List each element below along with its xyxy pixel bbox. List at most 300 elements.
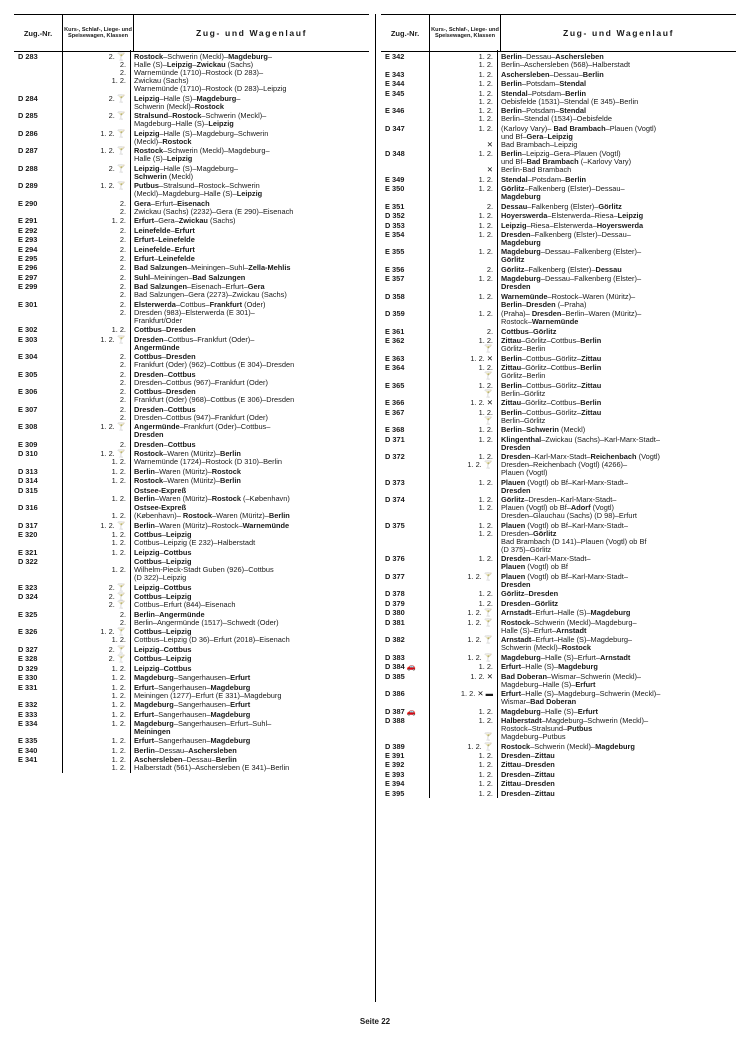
class-line: 1. 2. bbox=[111, 682, 126, 692]
terminal-station: Cottbus bbox=[167, 404, 196, 414]
class-line: 🍸 bbox=[483, 388, 493, 398]
train-row bbox=[381, 201, 736, 210]
route-text: – bbox=[161, 557, 167, 567]
route bbox=[130, 477, 369, 485]
terminal-station: Zittau bbox=[581, 353, 602, 363]
route-text: – bbox=[521, 779, 526, 789]
train-row bbox=[14, 548, 369, 557]
route-text: – bbox=[524, 589, 529, 599]
route-text: –Waren (Müritz)– bbox=[154, 466, 212, 476]
terminal-station: Magdeburg bbox=[196, 93, 237, 103]
class-line: 1. 2. ✕ bbox=[470, 398, 493, 408]
class-line: 🍸 bbox=[483, 371, 493, 381]
class-info bbox=[429, 573, 497, 589]
route-line bbox=[501, 426, 736, 434]
route-text: –Dessau–Falkenberg (Elster)– bbox=[540, 274, 642, 284]
route-text: Plauen (Vogtl) bbox=[501, 468, 548, 478]
route bbox=[130, 264, 369, 272]
route-text: (D 322)–Leipzig bbox=[134, 573, 187, 583]
train-row bbox=[14, 52, 369, 93]
train-number: E 305 bbox=[18, 369, 38, 379]
route bbox=[497, 790, 736, 798]
route bbox=[497, 107, 736, 123]
route bbox=[497, 212, 736, 220]
train-number: E 355 bbox=[385, 247, 405, 257]
route-text: – bbox=[530, 598, 535, 608]
class-info bbox=[62, 558, 130, 582]
route bbox=[130, 720, 369, 736]
terminal-station: Cottbus bbox=[134, 654, 162, 664]
route bbox=[497, 185, 736, 201]
train-number: E 362 bbox=[385, 336, 405, 346]
route-text: (Meckl)–Magdeburg–Halle (S)– bbox=[134, 189, 237, 199]
route-text: – bbox=[161, 627, 167, 637]
class-line: 2. bbox=[119, 369, 126, 379]
class-info bbox=[429, 80, 497, 88]
route-line bbox=[134, 120, 369, 128]
route-text: Halle (S)– bbox=[134, 60, 167, 70]
class-info bbox=[429, 107, 497, 123]
class-line: 2. bbox=[119, 272, 126, 282]
class-line: 1. 2. bbox=[478, 274, 493, 284]
terminal-station: Dresden bbox=[166, 325, 196, 335]
class-line: 1. 2. bbox=[111, 457, 126, 467]
train-number: D 352 bbox=[385, 211, 405, 221]
train-row bbox=[381, 398, 736, 407]
train-row bbox=[381, 478, 736, 495]
train-number: D 385 bbox=[385, 671, 405, 681]
train-number: D 380 bbox=[385, 608, 405, 618]
terminal-station: Cottbus bbox=[134, 530, 162, 540]
terminal-station: Erfurt bbox=[577, 706, 598, 716]
terminal-station: Dresden bbox=[531, 309, 562, 319]
route-text: –Sangerhausen–Erfurt–Suhl– bbox=[173, 718, 272, 728]
class-info bbox=[429, 222, 497, 230]
train-number: D 347 bbox=[385, 123, 405, 133]
route-line bbox=[501, 399, 736, 407]
route bbox=[497, 663, 736, 671]
class-line: 1. 2. bbox=[478, 380, 493, 390]
train-number: E 295 bbox=[18, 254, 38, 263]
terminal-station: Berlin bbox=[501, 106, 522, 116]
terminal-station: Berlin bbox=[215, 755, 237, 765]
class-line: 2. bbox=[119, 377, 126, 387]
route-text: –Halle (S)– bbox=[159, 93, 197, 103]
class-line: 2. bbox=[119, 307, 126, 317]
route-text: – bbox=[530, 788, 535, 798]
route-text: Warnemünde (1710)–Rostock (D 283)–Leipzig bbox=[134, 84, 287, 94]
train-number: E 309 bbox=[18, 439, 38, 449]
train-row bbox=[381, 435, 736, 452]
route-line bbox=[134, 701, 369, 709]
route-text: Görlitz–Berlin bbox=[501, 344, 546, 354]
route-line bbox=[134, 458, 369, 466]
terminal-station: Cottbus bbox=[167, 439, 196, 449]
route bbox=[130, 628, 369, 644]
route bbox=[130, 353, 369, 369]
route-text: –Cottbus–Görlitz– bbox=[521, 380, 582, 390]
train-number: E 356 bbox=[385, 264, 405, 274]
route-text: –Leipzig–Gera–Plauen (Vogtl) bbox=[521, 149, 621, 159]
class-line: 2. bbox=[119, 225, 126, 235]
train-row bbox=[14, 352, 369, 369]
class-info bbox=[62, 628, 130, 644]
train-number: E 345 bbox=[385, 88, 405, 98]
route bbox=[130, 217, 369, 225]
route-line bbox=[134, 495, 369, 503]
route-text: –Görlitz–Cottbus– bbox=[521, 363, 581, 373]
route bbox=[130, 450, 369, 466]
route-line bbox=[501, 771, 736, 779]
class-line: 1. 2. bbox=[478, 211, 493, 221]
terminal-station: Berlin bbox=[134, 609, 155, 619]
train-row bbox=[381, 554, 736, 571]
terminal-station: Berlin bbox=[565, 88, 587, 98]
class-info bbox=[429, 355, 497, 363]
terminal-station: Rostock bbox=[194, 101, 224, 111]
terminal-station: Erfurt bbox=[134, 216, 155, 226]
terminal-station: Zittau bbox=[501, 336, 522, 346]
route-text: –Potsdam– bbox=[527, 88, 566, 98]
route-line bbox=[501, 708, 736, 716]
route-text: – bbox=[530, 769, 535, 779]
route bbox=[497, 71, 736, 79]
terminal-station: Dresden bbox=[501, 750, 531, 760]
class-line: 2. bbox=[119, 282, 126, 292]
class-line: 1. 2. bbox=[111, 718, 126, 728]
route bbox=[130, 711, 369, 719]
route bbox=[497, 222, 736, 230]
route-line bbox=[501, 417, 736, 425]
train-number: E 290 bbox=[18, 198, 38, 208]
route-text: – bbox=[170, 244, 175, 254]
header-zuglauf: Zug- und Wagenlauf bbox=[195, 28, 308, 38]
route-line bbox=[134, 549, 369, 557]
terminal-station: Bad Doberan bbox=[530, 697, 577, 707]
route-text: Zwickau (Sachs) (2232)–Gera (E 290)–Eisenach bbox=[134, 206, 294, 216]
terminal-station: Aschersleben bbox=[188, 745, 237, 755]
train-row bbox=[381, 452, 736, 477]
route-line bbox=[134, 255, 369, 263]
class-info bbox=[429, 780, 497, 788]
route-text: –Riesa–Elsterwerda– bbox=[526, 220, 597, 230]
class-info bbox=[429, 654, 497, 662]
route-line bbox=[501, 644, 736, 652]
route-text: –Sangerhausen– bbox=[154, 709, 211, 719]
train-number: D 382 bbox=[385, 635, 405, 645]
route bbox=[497, 573, 736, 589]
class-info bbox=[429, 125, 497, 149]
train-number: E 332 bbox=[18, 700, 38, 710]
header-zuglauf: Zug- und Wagenlauf bbox=[562, 28, 675, 38]
terminal-station: Halberstadt bbox=[501, 716, 542, 726]
class-info bbox=[62, 468, 130, 476]
route-line bbox=[134, 764, 369, 772]
class-info bbox=[429, 453, 497, 477]
class-line: 2. bbox=[119, 254, 126, 263]
route-text: –Dresden–Karl-Marx-Stadt– bbox=[524, 495, 617, 505]
class-line: 1. 2. bbox=[111, 663, 126, 673]
class-info bbox=[429, 708, 497, 716]
route-line bbox=[501, 563, 736, 571]
route-text: –Falkenberg (Elster)– bbox=[524, 264, 596, 274]
route-text: –Erfurt–Halle (S)– bbox=[531, 608, 591, 618]
route-line bbox=[501, 790, 736, 798]
route-line bbox=[134, 522, 369, 530]
route bbox=[497, 555, 736, 571]
train-row bbox=[381, 106, 736, 123]
route-text: und Bf– bbox=[501, 157, 527, 167]
train-number: D 377 bbox=[385, 571, 405, 581]
route-text: – bbox=[170, 225, 175, 235]
route-text: (København)– bbox=[134, 511, 183, 521]
class-line: 1. 2. bbox=[111, 476, 126, 486]
train-row bbox=[381, 751, 736, 760]
route-text: – bbox=[168, 111, 173, 121]
route-text: –Sangerhausen– bbox=[154, 682, 211, 692]
route-text: Frankfurt (Oder) (962)–Cottbus (E 304)–Dresden bbox=[134, 360, 295, 370]
class-info bbox=[62, 504, 130, 520]
terminal-station: Putbus bbox=[567, 724, 593, 734]
terminal-station: Dresden bbox=[501, 282, 531, 292]
class-line: 2. bbox=[119, 360, 126, 370]
route bbox=[130, 336, 369, 352]
class-info bbox=[62, 756, 130, 772]
train-row bbox=[14, 128, 369, 145]
class-info bbox=[62, 200, 130, 216]
route-line bbox=[501, 479, 736, 487]
route-text: –Cottbus–Frankfurt (Oder)– bbox=[163, 334, 255, 344]
route-text: (–Praha) bbox=[555, 299, 587, 309]
route-text: – bbox=[161, 387, 167, 397]
route-text: Dresden–Glauchau (Sachs) (D 98)–Erfurt bbox=[501, 511, 637, 521]
train-number: D 376 bbox=[385, 554, 405, 564]
route-text: (Vogtl) ob Bf–Karl-Marx-Stadt– bbox=[525, 477, 628, 487]
route-text: Frankfurt (Oder) (968)–Cottbus (E 306)–Dresden bbox=[134, 395, 295, 405]
class-info bbox=[62, 53, 130, 93]
class-info bbox=[429, 717, 497, 741]
route bbox=[497, 743, 736, 751]
terminal-station: Cottbus bbox=[163, 663, 192, 673]
train-number: E 299 bbox=[18, 282, 38, 292]
train-row bbox=[14, 325, 369, 334]
route bbox=[130, 255, 369, 263]
train-number: E 307 bbox=[18, 404, 38, 414]
terminal-station: Erfurt bbox=[134, 235, 155, 245]
route bbox=[497, 636, 736, 652]
route-line bbox=[501, 698, 736, 706]
train-number: D 353 bbox=[385, 220, 405, 230]
route bbox=[130, 423, 369, 439]
terminal-station: Zittau bbox=[501, 760, 522, 770]
class-line: 1. 2. 🍸 bbox=[100, 181, 126, 191]
route-text: –Falkenberg (Elster)– bbox=[527, 201, 599, 211]
terminal-station: Zwickau bbox=[178, 216, 208, 226]
route-text: (Karlovy Vary)– bbox=[501, 123, 554, 133]
train-number: D 379 bbox=[385, 598, 405, 608]
table-header bbox=[381, 14, 736, 52]
train-number: D 386 bbox=[385, 689, 405, 699]
terminal-station: Zittau bbox=[501, 398, 522, 408]
route-text: – bbox=[236, 93, 241, 103]
route-text: Warnemünde (1710)–Rostock (D 283)– bbox=[134, 68, 264, 78]
train-number: D 310 bbox=[18, 449, 38, 459]
route bbox=[497, 203, 736, 211]
route-text: – bbox=[161, 592, 167, 602]
class-line: ✕ bbox=[486, 139, 493, 149]
class-line: 1. 2. bbox=[478, 662, 493, 672]
class-line: 1. 2. 🍸 bbox=[100, 146, 126, 156]
route-text: – bbox=[159, 582, 164, 592]
route-text: –Dessau– bbox=[549, 69, 583, 79]
terminal-station: Leipzig bbox=[166, 654, 192, 664]
train-row bbox=[14, 582, 369, 591]
route bbox=[130, 468, 369, 476]
class-line: 1. 2. bbox=[111, 511, 126, 521]
class-line: 1. 2. bbox=[111, 466, 126, 476]
route-text: (Sachs) bbox=[225, 60, 254, 70]
terminal-station: Dresden bbox=[526, 299, 556, 309]
terminal-station: Reichenbach bbox=[590, 452, 637, 462]
route-text: Halle (S)–Erfurt– bbox=[501, 625, 557, 635]
class-info bbox=[62, 655, 130, 663]
class-info bbox=[62, 646, 130, 654]
terminal-station: Zittau bbox=[501, 779, 522, 789]
class-line: 1. 2. bbox=[478, 220, 493, 230]
route bbox=[130, 301, 369, 325]
route-line bbox=[134, 208, 369, 216]
route bbox=[130, 756, 369, 772]
route-text: –Eisenach–Erfurt– bbox=[186, 282, 248, 292]
terminal-station: Erfurt bbox=[230, 673, 251, 683]
class-info bbox=[62, 711, 130, 719]
train-row bbox=[381, 572, 736, 589]
route-line bbox=[501, 166, 736, 174]
route bbox=[497, 479, 736, 495]
route bbox=[497, 673, 736, 689]
terminal-station: Leinefelde bbox=[158, 235, 195, 245]
terminal-station: Aschersleben bbox=[555, 52, 604, 62]
terminal-station: Stendal bbox=[501, 174, 528, 184]
route-line bbox=[501, 573, 736, 581]
train-row bbox=[14, 335, 369, 352]
route-text: Wismar– bbox=[501, 697, 531, 707]
train-row bbox=[14, 663, 369, 672]
class-info bbox=[62, 406, 130, 422]
train-row bbox=[381, 635, 736, 652]
route bbox=[497, 780, 736, 788]
terminal-station: Görlitz bbox=[501, 184, 525, 194]
route-text: –Dessau– bbox=[182, 755, 216, 765]
class-line: 1. 2. bbox=[478, 520, 493, 530]
route bbox=[130, 504, 369, 520]
route bbox=[130, 53, 369, 93]
route-text: Oebisfelde (1531)–Stendal (E 345)–Berlin bbox=[501, 96, 639, 106]
route-line bbox=[501, 512, 736, 520]
route-text: – bbox=[161, 352, 167, 362]
train-number: E 304 bbox=[18, 352, 38, 362]
train-number: E 346 bbox=[385, 106, 405, 116]
class-line: 1. 2. bbox=[111, 565, 126, 575]
class-info bbox=[62, 217, 130, 225]
route-text: Plauen (Vogtl) ob Bf– bbox=[501, 503, 571, 513]
route bbox=[497, 310, 736, 326]
class-info bbox=[62, 182, 130, 198]
class-info bbox=[429, 90, 497, 106]
terminal-station: Rostock bbox=[561, 643, 591, 653]
terminal-station: Dresden bbox=[134, 369, 164, 379]
terminal-station: Rostock bbox=[501, 741, 531, 751]
route bbox=[130, 130, 369, 146]
train-number: E 357 bbox=[385, 274, 405, 284]
train-row bbox=[381, 760, 736, 769]
route-line bbox=[501, 654, 736, 662]
route-line bbox=[501, 581, 736, 589]
class-line: 1. 2. bbox=[478, 114, 493, 124]
class-line: 1. 2. ✕ ▬ bbox=[460, 689, 493, 699]
class-line: 2. bbox=[119, 352, 126, 362]
terminal-station: Cottbus bbox=[134, 557, 162, 567]
header-zug-nr: Zug.-Nr. bbox=[14, 15, 63, 51]
terminal-station: Leipzig bbox=[236, 189, 263, 199]
terminal-station: Dresden bbox=[525, 760, 555, 770]
terminal-station: Bad Salzungen bbox=[134, 263, 187, 273]
train-row bbox=[381, 52, 736, 69]
class-info bbox=[429, 71, 497, 79]
route-text: –Berlin–Waren (Müritz)– bbox=[561, 309, 642, 319]
route-text: (Sachs) bbox=[207, 216, 236, 226]
route bbox=[130, 147, 369, 163]
train-row bbox=[381, 354, 736, 363]
class-line: 2. bbox=[119, 617, 126, 627]
terminal-station: Leipzig bbox=[208, 119, 234, 129]
route-text: Schwerin (Meckl)– bbox=[501, 643, 562, 653]
route-line bbox=[134, 574, 369, 582]
route bbox=[130, 112, 369, 128]
route-line bbox=[501, 546, 736, 554]
train-row bbox=[381, 521, 736, 554]
route-line bbox=[134, 512, 369, 520]
class-info bbox=[62, 147, 130, 163]
class-line: 1. 2. ✕ bbox=[470, 671, 493, 681]
terminal-station: Stendal bbox=[559, 106, 587, 116]
terminal-station: Elsterwerda bbox=[134, 299, 176, 309]
route-text: –Karl-Marx-Stadt– bbox=[530, 554, 591, 564]
class-info bbox=[62, 549, 130, 557]
route bbox=[130, 701, 369, 709]
terminal-station: Berlin bbox=[134, 520, 155, 530]
train-number: D 375 bbox=[385, 520, 405, 530]
terminal-station: Hoyerswerda bbox=[596, 220, 644, 230]
route-text: (Vogtl) bbox=[636, 452, 660, 462]
route-line bbox=[501, 355, 736, 363]
class-info bbox=[62, 665, 130, 673]
train-number: D 388 bbox=[385, 716, 405, 726]
class-info bbox=[62, 274, 130, 282]
route-text: –Waren (Müritz)– bbox=[163, 449, 220, 459]
terminal-station: Erfurt bbox=[501, 689, 522, 699]
class-line: 2. bbox=[119, 387, 126, 397]
route-text: –Wismar–Schwerin (Meckl)– bbox=[547, 671, 642, 681]
terminal-station: Cottbus bbox=[167, 369, 196, 379]
route-line bbox=[501, 283, 736, 291]
terminal-station: Zittau bbox=[501, 363, 522, 373]
class-info bbox=[62, 236, 130, 244]
route-text: –Magdeburg–Schwerin (Meckl)– bbox=[541, 716, 649, 726]
route-line bbox=[134, 217, 369, 225]
train-row bbox=[14, 440, 369, 449]
route-text: Berlin–Görlitz bbox=[501, 388, 546, 398]
